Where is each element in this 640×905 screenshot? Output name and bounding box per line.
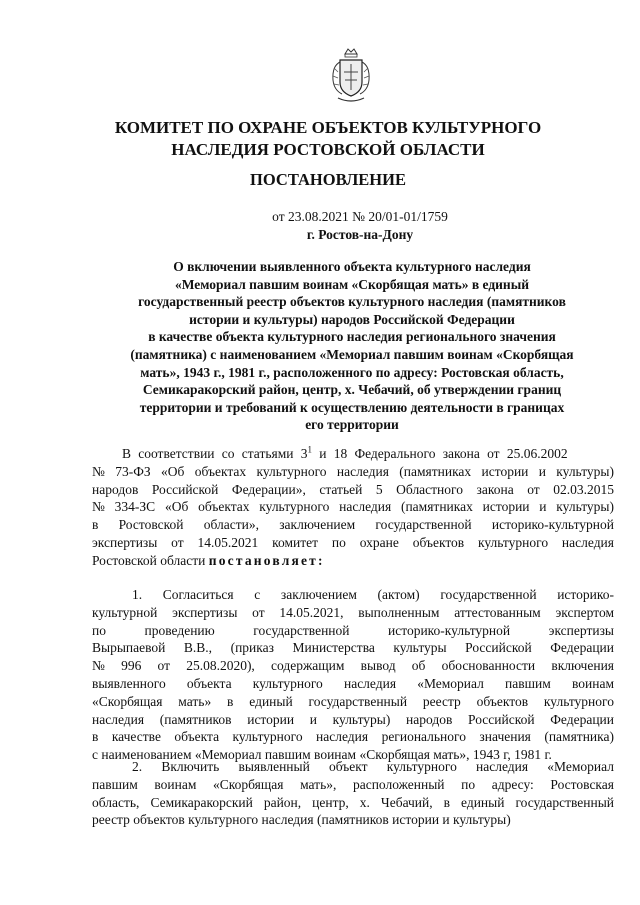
item-2-paragraph xyxy=(92,758,614,829)
item-line: в качестве объекта культурного наследия регионального значения (памятника) xyxy=(92,729,614,745)
organization-name xyxy=(8,117,640,161)
item-line: 2. Включить выявленный объект культурного наследия «Мемориал xyxy=(132,759,614,774)
preamble-line: № 334-ЗС «Об объектах культурного наследия (памятниках истории и культуры) xyxy=(92,499,614,515)
preamble-text: Ростовской области xyxy=(92,552,209,568)
item-line: павшим воинам «Скорбящая мать», расположенный по адресу: Ростовская xyxy=(92,776,614,792)
subject-line: О включении выявленного объекта культурного наследия xyxy=(173,259,531,274)
item-line: «Скорбящая мать» в единый государственный реестр объектов культурного xyxy=(92,693,614,709)
subject-line: «Мемориал павшим воинам «Скорбящая мать» в единый xyxy=(174,276,530,292)
subject-line: государственный реестр объектов культурного наследия (памятников xyxy=(138,294,566,310)
subject-line: (памятника) с наименованием «Мемориал павшим воинам «Скорбящая xyxy=(130,346,574,362)
subject-line: его территории xyxy=(305,417,399,433)
subject-line: территории и требований к осуществлению деятельности в границах xyxy=(139,399,565,415)
preamble-line: в Ростовской области», заключением государственной историко-культурной xyxy=(92,517,614,533)
preamble-text: и 18 Федерального закона от 25.06.2002 xyxy=(311,446,568,461)
subject-line: истории и культуры) народов Российской Федерации xyxy=(189,311,515,327)
coat-of-arms-emblem xyxy=(328,46,374,106)
document-city: г. Ростов-на-Дону xyxy=(306,227,414,242)
document-subject xyxy=(86,258,618,434)
preamble-line: народов Российской Федерации», статьей 5 Областного закона от 02.03.2015 xyxy=(92,481,614,497)
item-line: область, Семикаракорский район, центр, х. Чебачий, в единый государственный xyxy=(92,794,614,810)
article-superscript: 1 xyxy=(307,445,312,455)
item-line: Вырыпаевой В.В., (приказ Министерства культуры Российской Федерации xyxy=(92,640,614,656)
document-type: ПОСТАНОВЛЕНИЕ xyxy=(250,170,406,189)
item-line: № 996 от 25.08.2020), содержащим вывод об обоснованности включения xyxy=(92,658,614,674)
item-line: наследия (памятников истории и культуры) народов Российской Федерации xyxy=(92,711,614,727)
item-line: культурной экспертизы от 14.05.2021, выполненным аттестованным экспертом xyxy=(92,604,614,620)
preamble-paragraph xyxy=(92,445,614,570)
item-1-paragraph xyxy=(92,586,614,764)
item-line: с наименованием «Мемориал павшим воинам «Скорбящая мать», 1943 г, 1981 г. xyxy=(92,747,552,763)
item-line: выявленного объекта культурного наследия «Мемориал павшим воинам xyxy=(92,675,614,691)
org-line-1: КОМИТЕТ ПО ОХРАНЕ ОБЪЕКТОВ КУЛЬТУРНОГО xyxy=(114,118,542,137)
subject-line: мать», 1943 г., 1981 г., расположенного по адресу: Ростовская область, xyxy=(140,364,564,380)
subject-line: Семикаракорский район, центр, х. Чебачий, об утверждении границ xyxy=(142,382,562,398)
preamble-line: экспертизы от 14.05.2021 комитет по охране объектов культурного наследия xyxy=(92,534,614,550)
item-line: 1. Согласиться с заключением (актом) государственной историко- xyxy=(132,587,614,602)
item-line: по проведению государственной историко-культурной экспертизы xyxy=(92,622,614,638)
org-line-2: НАСЛЕДИЯ РОСТОВСКОЙ ОБЛАСТИ xyxy=(171,140,485,159)
subject-line: в качестве объекта культурного наследия регионального значения xyxy=(148,329,556,345)
item-line: реестр объектов культурного наследия (памятников истории и культуры) xyxy=(92,812,511,828)
preamble-line: № 73-ФЗ «Об объектах культурного наследия (памятниках истории и культуры) xyxy=(92,463,614,479)
resolution-keyword: постановляет: xyxy=(208,552,325,568)
document-date-number: от 23.08.2021 № 20/01-01/1759 xyxy=(272,209,448,224)
preamble-text: В соответствии со статьями 3 xyxy=(122,446,308,461)
